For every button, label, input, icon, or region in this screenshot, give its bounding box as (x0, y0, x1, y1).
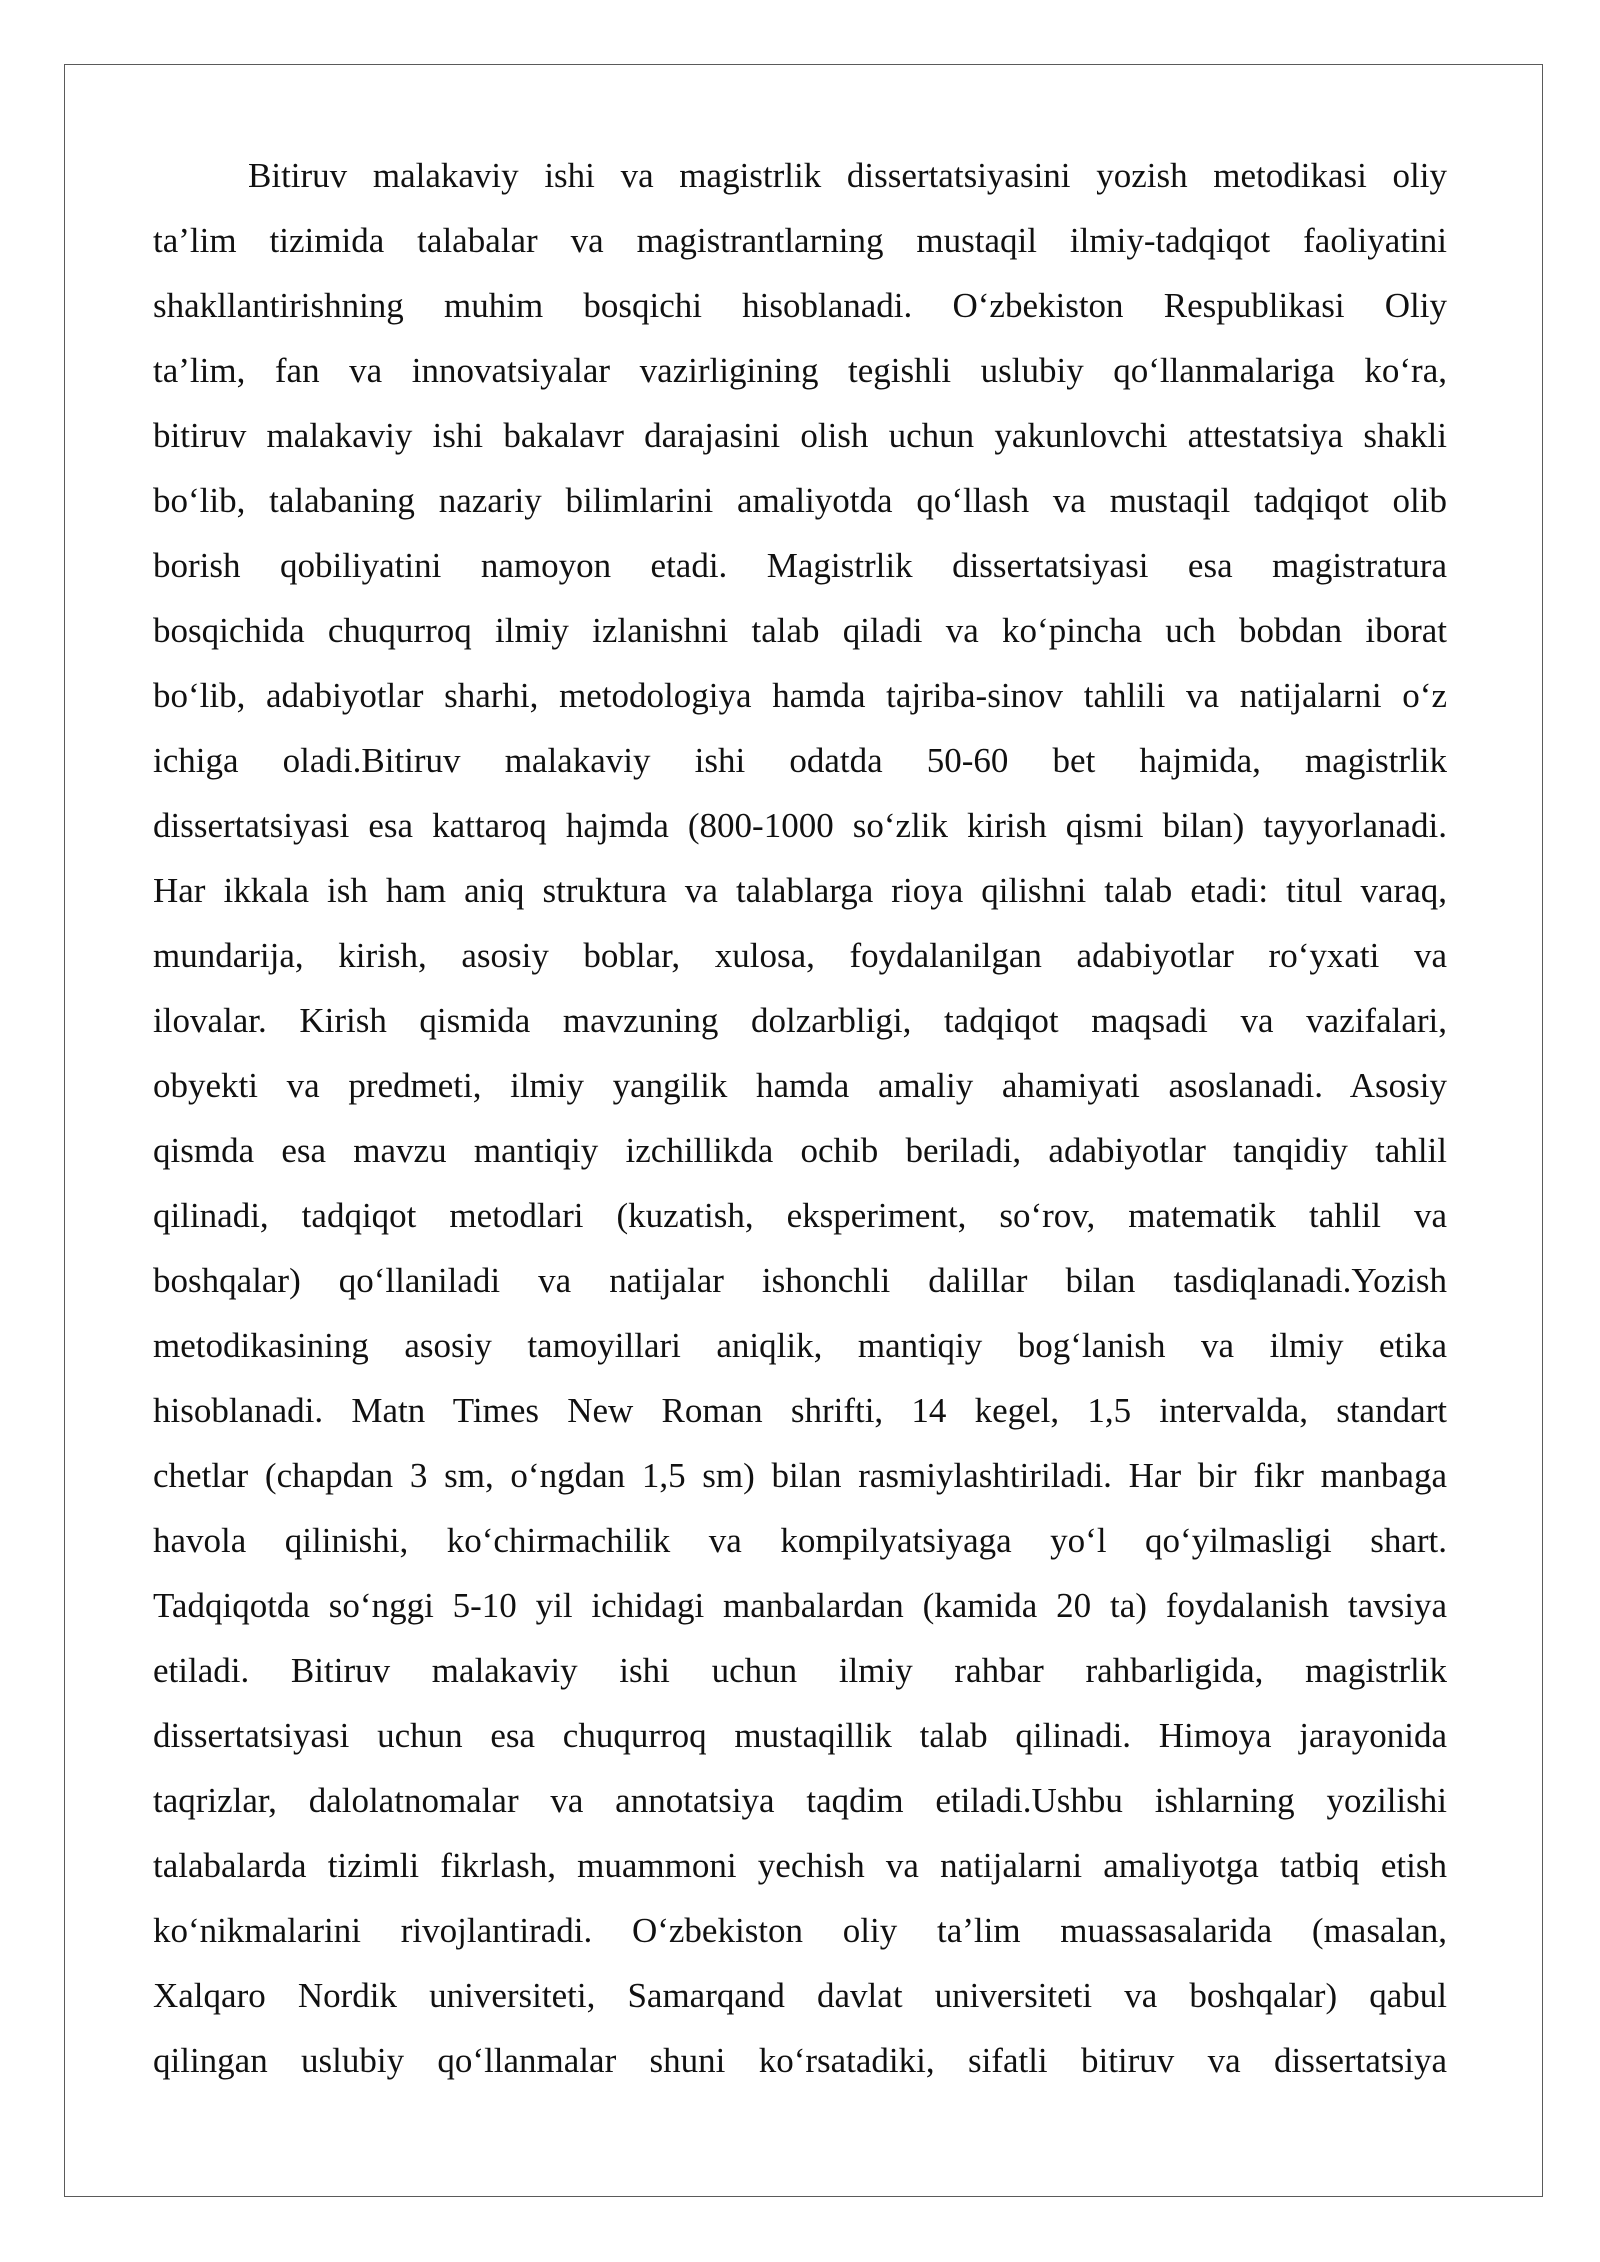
paragraph-line: shakllantirishning muhim bosqichi hisoblanadi. O‘zbekiston Respublikasi Oliy (153, 286, 1447, 325)
paragraph-line: metodikasining asosiy tamoyillari aniqlik, mantiqiy bog‘lanish va ilmiy etika (153, 1326, 1447, 1365)
paragraph-line: etiladi. Bitiruv malakaviy ishi uchun ilmiy rahbar rahbarligida, magistrlik (153, 1651, 1447, 1690)
paragraph-line: bo‘lib, talabaning nazariy bilimlarini amaliyotda qo‘llash va mustaqil tadqiqot olib (153, 481, 1447, 520)
paragraph-line: Tadqiqotda so‘nggi 5-10 yil ichidagi manbalardan (kamida 20 ta) foydalanish tavsiya (153, 1586, 1447, 1625)
body-paragraph (153, 146, 1447, 2096)
paragraph-line: borish qobiliyatini namoyon etadi. Magistrlik dissertatsiyasi esa magistratura (153, 546, 1447, 585)
paragraph-line: ta’lim tizimida talabalar va magistrantlarning mustaqil ilmiy-tadqiqot faoliyatini (153, 221, 1447, 260)
paragraph-line: ta’lim, fan va innovatsiyalar vazirligining tegishli uslubiy qo‘llanmalariga ko‘ra, (153, 351, 1447, 390)
paragraph-line: qilinadi, tadqiqot metodlari (kuzatish, eksperiment, so‘rov, matematik tahlil va (153, 1196, 1447, 1235)
paragraph-line: talabalarda tizimli fikrlash, muammoni yechish va natijalarni amaliyotga tatbiq etish (153, 1846, 1447, 1885)
paragraph-line: ilovalar. Kirish qismida mavzuning dolzarbligi, tadqiqot maqsadi va vazifalari, (153, 1001, 1447, 1040)
paragraph-line: Bitiruv malakaviy ishi va magistrlik dissertatsiyasini yozish metodikasi oliy (248, 156, 1447, 195)
paragraph-line: dissertatsiyasi esa kattaroq hajmda (800-1000 so‘zlik kirish qismi bilan) tayyorlanadi. (153, 806, 1447, 845)
paragraph-line: qilingan uslubiy qo‘llanmalar shuni ko‘rsatadiki, sifatli bitiruv va dissertatsiya (153, 2041, 1447, 2080)
paragraph-line: Har ikkala ish ham aniq struktura va talablarga rioya qilishni talab etadi: titul varaq, (153, 871, 1447, 910)
paragraph-line: chetlar (chapdan 3 sm, o‘ngdan 1,5 sm) bilan rasmiylashtiriladi. Har bir fikr manbaga (153, 1456, 1447, 1495)
paragraph-line: havola qilinishi, ko‘chirmachilik va kompilyatsiyaga yo‘l qo‘yilmasligi shart. (153, 1521, 1447, 1560)
paragraph-line: ichiga oladi.Bitiruv malakaviy ishi odatda 50-60 bet hajmida, magistrlik (153, 741, 1447, 780)
paragraph-line: bitiruv malakaviy ishi bakalavr darajasini olish uchun yakunlovchi attestatsiya shakli (153, 416, 1447, 455)
paragraph-line: boshqalar) qo‘llaniladi va natijalar ishonchli dalillar bilan tasdiqlanadi.Yozish (153, 1261, 1447, 1300)
paragraph-line: dissertatsiyasi uchun esa chuqurroq mustaqillik talab qilinadi. Himoya jarayonida (153, 1716, 1447, 1755)
paragraph-line: bosqichida chuqurroq ilmiy izlanishni talab qiladi va ko‘pincha uch bobdan iborat (153, 611, 1447, 650)
paragraph-line: bo‘lib, adabiyotlar sharhi, metodologiya hamda tajriba-sinov tahlili va natijalarni o‘z (153, 676, 1447, 715)
paragraph-line: mundarija, kirish, asosiy boblar, xulosa, foydalanilgan adabiyotlar ro‘yxati va (153, 936, 1447, 975)
paragraph-line: qismda esa mavzu mantiqiy izchillikda ochib beriladi, adabiyotlar tanqidiy tahlil (153, 1131, 1447, 1170)
paragraph-line: hisoblanadi. Matn Times New Roman shrifti, 14 kegel, 1,5 intervalda, standart (153, 1391, 1447, 1430)
paragraph-line: obyekti va predmeti, ilmiy yangilik hamda amaliy ahamiyati asoslanadi. Asosiy (153, 1066, 1447, 1105)
paragraph-line: taqrizlar, dalolatnomalar va annotatsiya taqdim etiladi.Ushbu ishlarning yozilishi (153, 1781, 1447, 1820)
paragraph-line: Xalqaro Nordik universiteti, Samarqand davlat universiteti va boshqalar) qabul (153, 1976, 1447, 2015)
paragraph-line: ko‘nikmalarini rivojlantiradi. O‘zbekiston oliy ta’lim muassasalarida (masalan, (153, 1911, 1447, 1950)
